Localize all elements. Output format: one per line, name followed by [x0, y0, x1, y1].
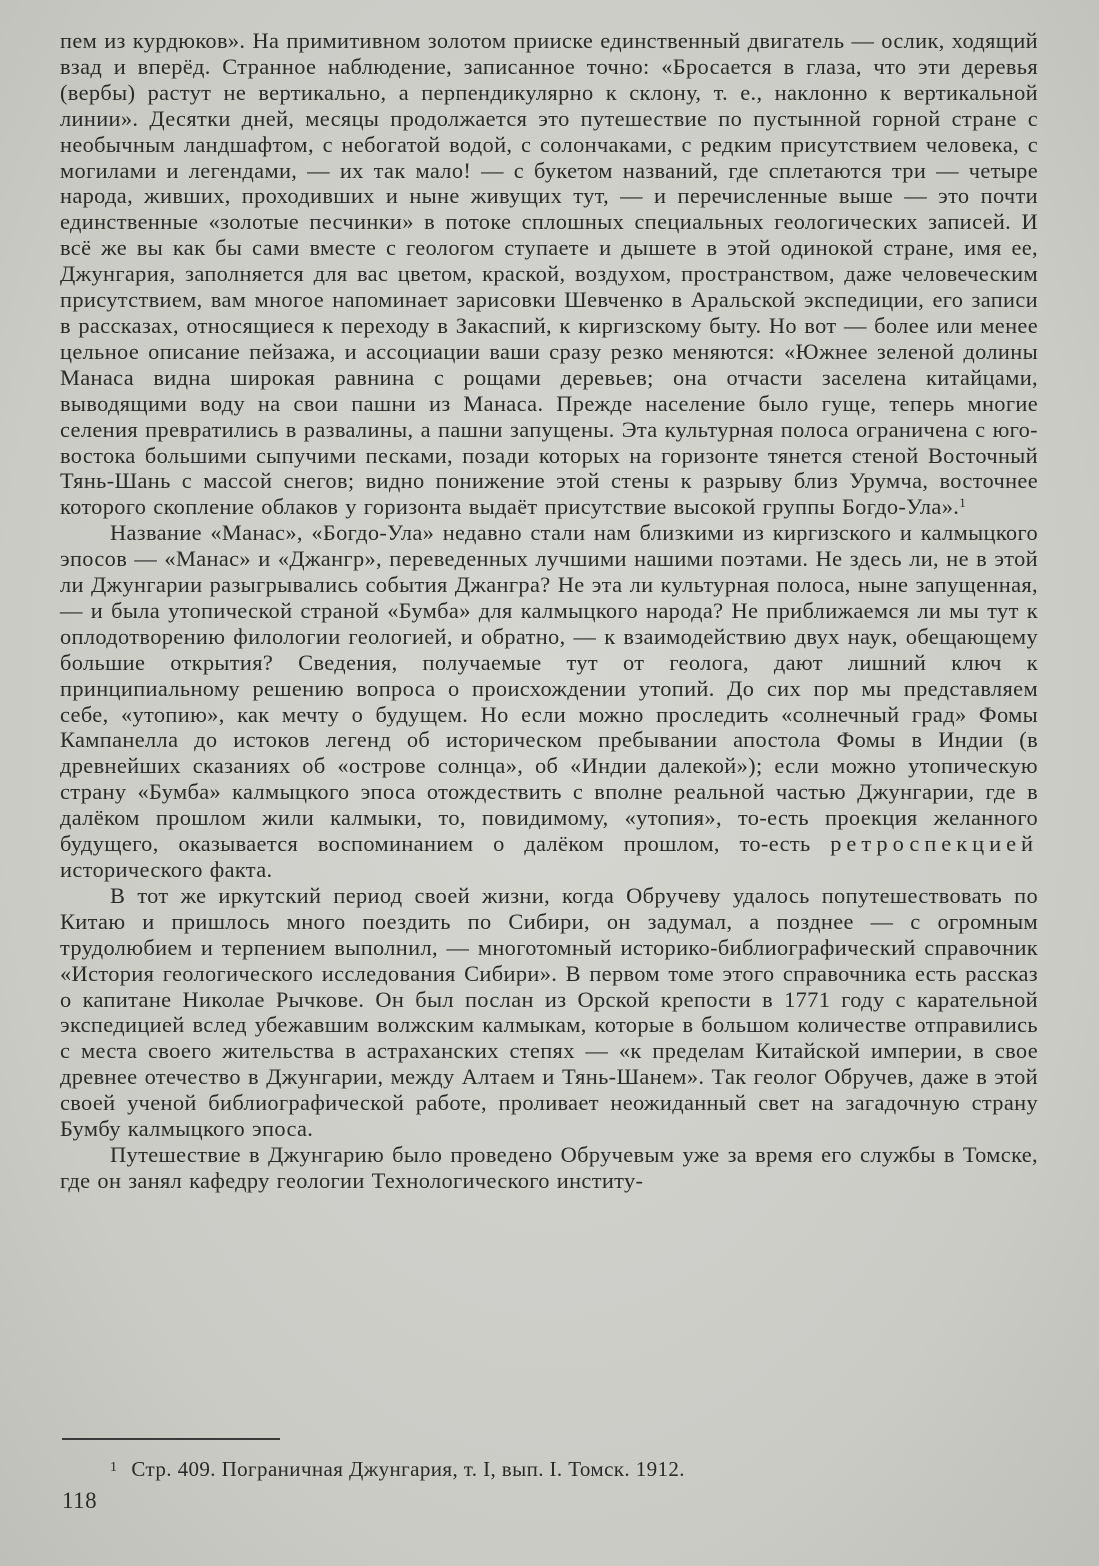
spaced-emphasis: ретроспекцией	[830, 831, 1038, 857]
footnote-reference: 1	[959, 495, 967, 511]
footnote-text: Стр. 409. Пограничная Джунгария, т. I, вып. I. Томск. 1912.	[131, 1457, 685, 1481]
footnote-divider	[62, 1438, 280, 1440]
paragraph-text: пем из курдюков». На примитивном золотом прииске единственный двигатель — ослик, ходящий взад и вперёд. Странное наблюдение, записанное точно: «Бросается в глаза, что эти деревья (вербы) растут не вертикально, а перпендикулярно к склону, т. е., наклонно к вертикальной линии». Десятки дней, месяцы продолжается это путешествие по пустынной горной стране с необычным ландшафтом, с небогатой водой, с солончаками, с редким присутствием человека, с могилами и легендами, — их так мало! — с букетом названий, где сплетаются три — четыре народа, живших, проходивших и ныне живущих тут, — и перечисленные выше — это почти единственные «золотые песчинки» в потоке сплошных специальных геологических записей. И всё же вы как бы сами вместе с геологом ступаете и дышете в этой одинокой стране, имя ее, Джунгария, заполняется для вас цветом, краской, воздухом, пространством, даже человеческим присутствием, вам многое напоминает зарисовки Шевченко в Аральской экспедиции, его записи в рассказах, относящиеся к переходу в Закаспий, к киргизскому быту. Но вот — более или менее цельное описание пейзажа, и ассоциации ваши сразу резко меняются: «Южнее зеленой долины Манаса видна широкая равнина с рощами деревьев; она отчасти заселена китайцами, выводящими воду на свои пашни из Манаса. Прежде население было гуще, теперь многие селения превратились в развалины, а пашни запущены. Эта культурная полоса ограничена с юго-востока большими сыпучими песками, позади которых на горизонте тянется стеной Восточный Тянь-Шань с массой снегов; видно понижение этой стены к разрыву близ Урумча, восточнее которого скопление облаков у горизонта выдаёт присутствие высокой группы Богдо-Ула».	[60, 28, 1038, 520]
paragraph-text: Путешествие в Джунгарию было проведено Обручевым уже за время его службы в Томске, где он занял кафедру геологии Технологического институ-	[60, 1141, 1038, 1193]
paragraph	[60, 1142, 1038, 1194]
body-text	[60, 28, 1038, 1194]
paragraph	[60, 520, 1038, 883]
paragraph-text: исторического факта.	[60, 857, 273, 882]
paragraph	[60, 883, 1038, 1142]
paragraph-text: В тот же иркутский период своей жизни, когда Обручеву удалось попутешествовать по Китаю и пришлось много поездить по Сибири, он задумал, а позднее — с огромным трудолюбием и терпением выполнил, — многотомный историко-библиографический справочник «История геологического исследования Сибири». В первом томе этого справочника есть рассказ о капитане Николае Рычкове. Он был послан из Орской крепости в 1771 году с карательной экспедицией вслед убежавшим волжским калмыкам, которые в большом количестве отправились с места своего жительства в астраханских степях — «к пределам Китайской империи, в свое древнее отечество в Джунгарии, между Алтаем и Тянь-Шанем». Так геолог Обручев, даже в этой своей ученой библиографической работе, проливает неожиданный свет на загадочную страну Бумбу калмыцкого эпоса.	[60, 882, 1038, 1142]
footnote-mark: 1	[110, 1460, 118, 1475]
page-number: 118	[62, 1488, 98, 1513]
paragraph	[60, 28, 1038, 520]
footnote	[110, 1455, 1010, 1482]
paragraph-text: Название «Манас», «Богдо-Ула» недавно стали нам близкими из киргизского и калмыцкого эпосов — «Манас» и «Джангр», переведенных лучшими нашими поэтами. Не здесь ли, не в этой ли Джунгарии разыгрывались события Джангра? Не эта ли культурная полоса, ныне запущенная, — и была утопической страной «Бумба» для калмыцкого народа? Не приближаемся ли мы тут к оплодотворению филологии геологией, и обратно, — к взаимодействию двух наук, обещающему большие открытия? Сведения, получаемые тут от геолога, дают лишний ключ к принципиальному решению вопроса о происхождении утопий. До сих пор мы представляем себе, «утопию», как мечту о будущем. Но если можно проследить «солнечный град» Фомы Кампанелла до истоков легенд об историческом пребывании апостола Фомы в Индии (в древнейших сказаниях об «острове солнца», об «Индии далекой»); если можно утопическую страну «Бумба» калмыцкого эпоса отождествить с вполне реальной частью Джунгарии, где в далёком прошлом жили калмыки, то, повидимому, «утопия», то-есть проекция желанного будущего, оказывается воспоминанием о далёком прошлом, то-есть	[60, 520, 1038, 857]
